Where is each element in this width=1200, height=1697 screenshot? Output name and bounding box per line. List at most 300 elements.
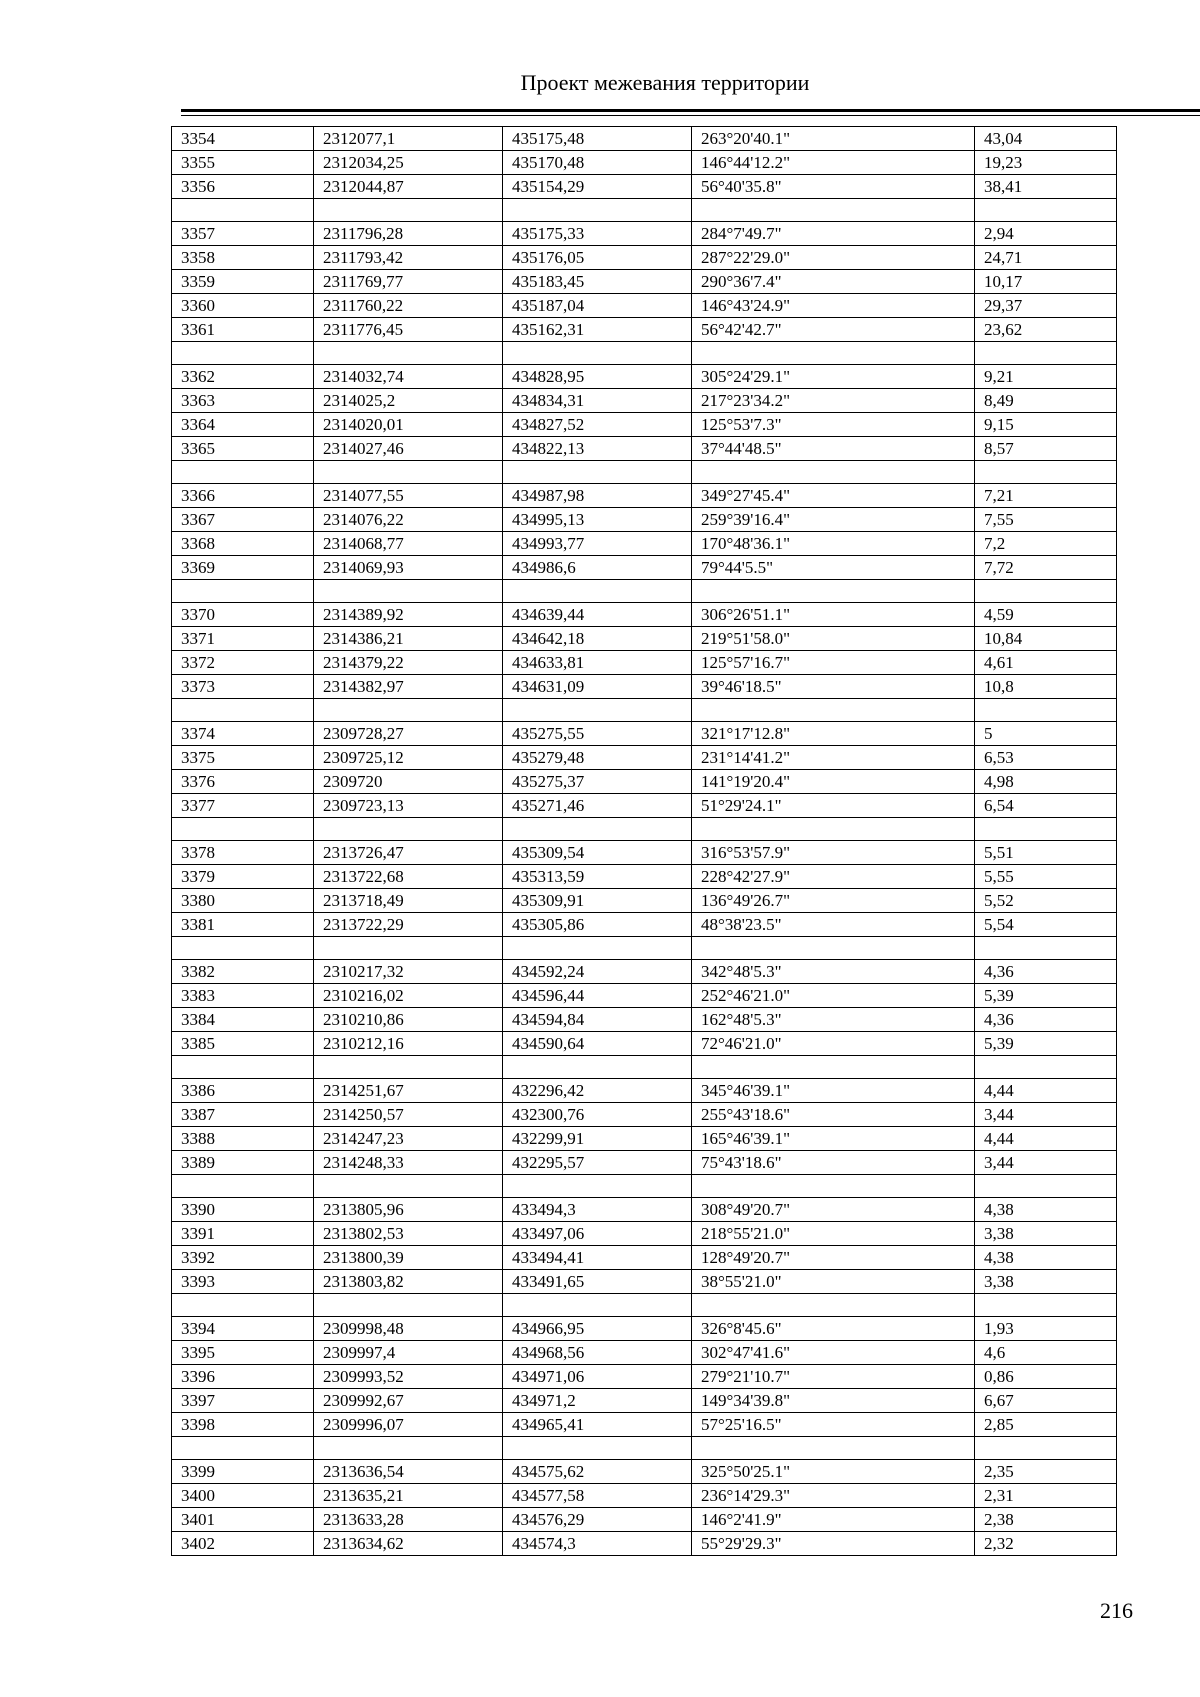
table-row: [172, 1079, 1117, 1103]
distance-cell: 6,54: [975, 794, 1117, 818]
table-row: [172, 222, 1117, 246]
direction-angle-cell: [692, 699, 975, 722]
x-coordinate-cell: [314, 937, 503, 960]
x-coordinate-cell: 2314077,55: [314, 484, 503, 508]
x-coordinate-cell: 2309997,4: [314, 1341, 503, 1365]
point-number-cell: 3399: [172, 1460, 314, 1484]
table-row: [172, 1389, 1117, 1413]
point-number-cell: 3390: [172, 1198, 314, 1222]
point-number-cell: 3392: [172, 1246, 314, 1270]
direction-angle-cell: [692, 1056, 975, 1079]
distance-cell: 7,2: [975, 532, 1117, 556]
direction-angle-cell: 228°42'27.9": [692, 865, 975, 889]
y-coordinate-cell: 434993,77: [503, 532, 692, 556]
table-row: [172, 1103, 1117, 1127]
distance-cell: 4,38: [975, 1198, 1117, 1222]
y-coordinate-cell: 434633,81: [503, 651, 692, 675]
x-coordinate-cell: 2313805,96: [314, 1198, 503, 1222]
point-number-cell: 3379: [172, 865, 314, 889]
direction-angle-cell: 316°53'57.9": [692, 841, 975, 865]
point-number-cell: 3388: [172, 1127, 314, 1151]
direction-angle-cell: 218°55'21.0": [692, 1222, 975, 1246]
distance-cell: 7,55: [975, 508, 1117, 532]
y-coordinate-cell: 434965,41: [503, 1413, 692, 1437]
y-coordinate-cell: [503, 1056, 692, 1079]
y-coordinate-cell: [503, 937, 692, 960]
point-number-cell: [172, 1175, 314, 1198]
table-row: [172, 1127, 1117, 1151]
distance-cell: 19,23: [975, 151, 1117, 175]
direction-angle-cell: 306°26'51.1": [692, 603, 975, 627]
header-rule-thick: [181, 109, 1200, 112]
point-number-cell: 3381: [172, 913, 314, 937]
point-number-cell: 3378: [172, 841, 314, 865]
table-row: [172, 960, 1117, 984]
x-coordinate-cell: 2314069,93: [314, 556, 503, 580]
point-number-cell: [172, 1294, 314, 1317]
distance-cell: 23,62: [975, 318, 1117, 342]
x-coordinate-cell: 2312077,1: [314, 127, 503, 151]
direction-angle-cell: 146°43'24.9": [692, 294, 975, 318]
y-coordinate-cell: 434828,95: [503, 365, 692, 389]
point-number-cell: 3380: [172, 889, 314, 913]
x-coordinate-cell: 2313726,47: [314, 841, 503, 865]
x-coordinate-cell: 2312034,25: [314, 151, 503, 175]
distance-cell: [975, 580, 1117, 603]
x-coordinate-cell: 2309996,07: [314, 1413, 503, 1437]
table-row: [172, 1460, 1117, 1484]
distance-cell: 2,35: [975, 1460, 1117, 1484]
separator-row: [172, 1294, 1117, 1317]
y-coordinate-cell: 434827,52: [503, 413, 692, 437]
direction-angle-cell: 305°24'29.1": [692, 365, 975, 389]
table-row: [172, 770, 1117, 794]
table-row: [172, 1270, 1117, 1294]
y-coordinate-cell: 434822,13: [503, 437, 692, 461]
point-number-cell: 3395: [172, 1341, 314, 1365]
y-coordinate-cell: 435183,45: [503, 270, 692, 294]
y-coordinate-cell: 434577,58: [503, 1484, 692, 1508]
direction-angle-cell: 55°29'29.3": [692, 1532, 975, 1556]
point-number-cell: 3355: [172, 151, 314, 175]
x-coordinate-cell: 2312044,87: [314, 175, 503, 199]
y-coordinate-cell: 432296,42: [503, 1079, 692, 1103]
distance-cell: 9,15: [975, 413, 1117, 437]
point-number-cell: 3361: [172, 318, 314, 342]
point-number-cell: 3386: [172, 1079, 314, 1103]
distance-cell: 4,44: [975, 1079, 1117, 1103]
direction-angle-cell: 56°42'42.7": [692, 318, 975, 342]
point-number-cell: [172, 818, 314, 841]
x-coordinate-cell: 2309723,13: [314, 794, 503, 818]
x-coordinate-cell: [314, 699, 503, 722]
table-row: [172, 746, 1117, 770]
distance-cell: [975, 699, 1117, 722]
table-row: [172, 1032, 1117, 1056]
y-coordinate-cell: 435309,54: [503, 841, 692, 865]
y-coordinate-cell: 435271,46: [503, 794, 692, 818]
y-coordinate-cell: 432295,57: [503, 1151, 692, 1175]
point-number-cell: 3359: [172, 270, 314, 294]
y-coordinate-cell: 434966,95: [503, 1317, 692, 1341]
x-coordinate-cell: 2309720: [314, 770, 503, 794]
point-number-cell: 3398: [172, 1413, 314, 1437]
direction-angle-cell: 125°53'7.3": [692, 413, 975, 437]
direction-angle-cell: [692, 580, 975, 603]
table-row: [172, 1508, 1117, 1532]
point-number-cell: 3382: [172, 960, 314, 984]
y-coordinate-cell: 435175,33: [503, 222, 692, 246]
y-coordinate-cell: 435275,55: [503, 722, 692, 746]
point-number-cell: 3394: [172, 1317, 314, 1341]
table-row: [172, 865, 1117, 889]
table-row: [172, 127, 1117, 151]
y-coordinate-cell: [503, 461, 692, 484]
separator-row: [172, 580, 1117, 603]
point-number-cell: 3365: [172, 437, 314, 461]
distance-cell: [975, 937, 1117, 960]
x-coordinate-cell: 2310210,86: [314, 1008, 503, 1032]
y-coordinate-cell: [503, 1175, 692, 1198]
point-number-cell: 3362: [172, 365, 314, 389]
table-row: [172, 556, 1117, 580]
point-number-cell: 3367: [172, 508, 314, 532]
distance-cell: 1,93: [975, 1317, 1117, 1341]
table-row: [172, 889, 1117, 913]
x-coordinate-cell: [314, 1294, 503, 1317]
separator-row: [172, 1056, 1117, 1079]
direction-angle-cell: 302°47'41.6": [692, 1341, 975, 1365]
y-coordinate-cell: 434590,64: [503, 1032, 692, 1056]
distance-cell: 4,98: [975, 770, 1117, 794]
table-row: [172, 603, 1117, 627]
x-coordinate-cell: 2313635,21: [314, 1484, 503, 1508]
x-coordinate-cell: 2309992,67: [314, 1389, 503, 1413]
table-row: [172, 1151, 1117, 1175]
distance-cell: 3,38: [975, 1270, 1117, 1294]
direction-angle-cell: [692, 1294, 975, 1317]
table-row: [172, 246, 1117, 270]
y-coordinate-cell: [503, 699, 692, 722]
distance-cell: 5,39: [975, 984, 1117, 1008]
point-number-cell: 3369: [172, 556, 314, 580]
direction-angle-cell: 141°19'20.4": [692, 770, 975, 794]
x-coordinate-cell: 2310216,02: [314, 984, 503, 1008]
y-coordinate-cell: 435313,59: [503, 865, 692, 889]
direction-angle-cell: 57°25'16.5": [692, 1413, 975, 1437]
direction-angle-cell: [692, 937, 975, 960]
x-coordinate-cell: 2314386,21: [314, 627, 503, 651]
distance-cell: 2,94: [975, 222, 1117, 246]
table-row: [172, 984, 1117, 1008]
table-row: [172, 1222, 1117, 1246]
table-row: [172, 913, 1117, 937]
y-coordinate-cell: 435176,05: [503, 246, 692, 270]
point-number-cell: 3401: [172, 1508, 314, 1532]
y-coordinate-cell: 432299,91: [503, 1127, 692, 1151]
x-coordinate-cell: 2309993,52: [314, 1365, 503, 1389]
y-coordinate-cell: 433497,06: [503, 1222, 692, 1246]
x-coordinate-cell: 2310212,16: [314, 1032, 503, 1056]
y-coordinate-cell: 434576,29: [503, 1508, 692, 1532]
distance-cell: [975, 342, 1117, 365]
direction-angle-cell: 165°46'39.1": [692, 1127, 975, 1151]
y-coordinate-cell: 434639,44: [503, 603, 692, 627]
y-coordinate-cell: 434575,62: [503, 1460, 692, 1484]
distance-cell: 6,53: [975, 746, 1117, 770]
point-number-cell: [172, 1056, 314, 1079]
distance-cell: 4,36: [975, 960, 1117, 984]
direction-angle-cell: 326°8'45.6": [692, 1317, 975, 1341]
x-coordinate-cell: [314, 1175, 503, 1198]
distance-cell: 0,86: [975, 1365, 1117, 1389]
point-number-cell: 3393: [172, 1270, 314, 1294]
y-coordinate-cell: 434995,13: [503, 508, 692, 532]
distance-cell: 2,38: [975, 1508, 1117, 1532]
direction-angle-cell: 290°36'7.4": [692, 270, 975, 294]
distance-cell: 4,44: [975, 1127, 1117, 1151]
direction-angle-cell: 149°34'39.8": [692, 1389, 975, 1413]
direction-angle-cell: 219°51'58.0": [692, 627, 975, 651]
direction-angle-cell: 263°20'40.1": [692, 127, 975, 151]
separator-row: [172, 199, 1117, 222]
direction-angle-cell: [692, 461, 975, 484]
point-number-cell: [172, 937, 314, 960]
table-row: [172, 294, 1117, 318]
table-row: [172, 413, 1117, 437]
table-row: [172, 389, 1117, 413]
table-row: [172, 1341, 1117, 1365]
point-number-cell: 3354: [172, 127, 314, 151]
distance-cell: 6,67: [975, 1389, 1117, 1413]
x-coordinate-cell: 2314027,46: [314, 437, 503, 461]
x-coordinate-cell: 2313634,62: [314, 1532, 503, 1556]
y-coordinate-cell: 435279,48: [503, 746, 692, 770]
distance-cell: 43,04: [975, 127, 1117, 151]
x-coordinate-cell: 2314020,01: [314, 413, 503, 437]
x-coordinate-cell: 2311776,45: [314, 318, 503, 342]
direction-angle-cell: 308°49'20.7": [692, 1198, 975, 1222]
x-coordinate-cell: [314, 580, 503, 603]
x-coordinate-cell: 2313802,53: [314, 1222, 503, 1246]
distance-cell: [975, 818, 1117, 841]
distance-cell: 4,61: [975, 651, 1117, 675]
point-number-cell: [172, 342, 314, 365]
y-coordinate-cell: 434834,31: [503, 389, 692, 413]
direction-angle-cell: 345°46'39.1": [692, 1079, 975, 1103]
x-coordinate-cell: 2313633,28: [314, 1508, 503, 1532]
table-row: [172, 1198, 1117, 1222]
separator-row: [172, 699, 1117, 722]
table-row: [172, 270, 1117, 294]
point-number-cell: 3358: [172, 246, 314, 270]
point-number-cell: 3357: [172, 222, 314, 246]
distance-cell: 5,55: [975, 865, 1117, 889]
point-number-cell: 3371: [172, 627, 314, 651]
distance-cell: 2,32: [975, 1532, 1117, 1556]
coordinates-table-body: [172, 127, 1117, 1556]
distance-cell: 29,37: [975, 294, 1117, 318]
distance-cell: [975, 461, 1117, 484]
direction-angle-cell: 217°23'34.2": [692, 389, 975, 413]
y-coordinate-cell: 435175,48: [503, 127, 692, 151]
x-coordinate-cell: 2311769,77: [314, 270, 503, 294]
direction-angle-cell: 325°50'25.1": [692, 1460, 975, 1484]
x-coordinate-cell: 2313803,82: [314, 1270, 503, 1294]
direction-angle-cell: 56°40'35.8": [692, 175, 975, 199]
direction-angle-cell: 342°48'5.3": [692, 960, 975, 984]
direction-angle-cell: 170°48'36.1": [692, 532, 975, 556]
x-coordinate-cell: 2313722,29: [314, 913, 503, 937]
distance-cell: 8,49: [975, 389, 1117, 413]
table-row: [172, 1484, 1117, 1508]
direction-angle-cell: 38°55'21.0": [692, 1270, 975, 1294]
point-number-cell: 3385: [172, 1032, 314, 1056]
direction-angle-cell: 146°44'12.2": [692, 151, 975, 175]
x-coordinate-cell: 2314251,67: [314, 1079, 503, 1103]
table-row: [172, 1008, 1117, 1032]
direction-angle-cell: 125°57'16.7": [692, 651, 975, 675]
x-coordinate-cell: [314, 461, 503, 484]
separator-row: [172, 1175, 1117, 1198]
page-header-title: Проект межевания территории: [520, 70, 810, 95]
table-row: [172, 722, 1117, 746]
point-number-cell: 3376: [172, 770, 314, 794]
distance-cell: 10,84: [975, 627, 1117, 651]
table-row: [172, 437, 1117, 461]
direction-angle-cell: 252°46'21.0": [692, 984, 975, 1008]
x-coordinate-cell: [314, 818, 503, 841]
distance-cell: 4,38: [975, 1246, 1117, 1270]
direction-angle-cell: 231°14'41.2": [692, 746, 975, 770]
y-coordinate-cell: 432300,76: [503, 1103, 692, 1127]
direction-angle-cell: 146°2'41.9": [692, 1508, 975, 1532]
distance-cell: [975, 199, 1117, 222]
point-number-cell: 3364: [172, 413, 314, 437]
y-coordinate-cell: [503, 342, 692, 365]
point-number-cell: 3360: [172, 294, 314, 318]
x-coordinate-cell: 2313718,49: [314, 889, 503, 913]
direction-angle-cell: 37°44'48.5": [692, 437, 975, 461]
direction-angle-cell: [692, 1437, 975, 1460]
x-coordinate-cell: [314, 199, 503, 222]
table-row: [172, 484, 1117, 508]
direction-angle-cell: 284°7'49.7": [692, 222, 975, 246]
y-coordinate-cell: [503, 818, 692, 841]
point-number-cell: 3397: [172, 1389, 314, 1413]
y-coordinate-cell: 434631,09: [503, 675, 692, 699]
table-row: [172, 175, 1117, 199]
coordinates-table: [171, 126, 1117, 1556]
distance-cell: 5,54: [975, 913, 1117, 937]
point-number-cell: 3384: [172, 1008, 314, 1032]
table-row: [172, 1413, 1117, 1437]
distance-cell: 2,85: [975, 1413, 1117, 1437]
y-coordinate-cell: 434594,84: [503, 1008, 692, 1032]
distance-cell: 5: [975, 722, 1117, 746]
x-coordinate-cell: 2311793,42: [314, 246, 503, 270]
direction-angle-cell: [692, 342, 975, 365]
table-row: [172, 794, 1117, 818]
direction-angle-cell: 162°48'5.3": [692, 1008, 975, 1032]
separator-row: [172, 461, 1117, 484]
direction-angle-cell: 51°29'24.1": [692, 794, 975, 818]
table-row: [172, 1532, 1117, 1556]
point-number-cell: 3389: [172, 1151, 314, 1175]
distance-cell: 24,71: [975, 246, 1117, 270]
x-coordinate-cell: 2311760,22: [314, 294, 503, 318]
y-coordinate-cell: 433491,65: [503, 1270, 692, 1294]
table-row: [172, 627, 1117, 651]
y-coordinate-cell: 435305,86: [503, 913, 692, 937]
y-coordinate-cell: 435309,91: [503, 889, 692, 913]
direction-angle-cell: 72°46'21.0": [692, 1032, 975, 1056]
distance-cell: 8,57: [975, 437, 1117, 461]
direction-angle-cell: 259°39'16.4": [692, 508, 975, 532]
separator-row: [172, 937, 1117, 960]
point-number-cell: 3377: [172, 794, 314, 818]
table-row: [172, 651, 1117, 675]
distance-cell: 3,38: [975, 1222, 1117, 1246]
y-coordinate-cell: 435162,31: [503, 318, 692, 342]
point-number-cell: 3402: [172, 1532, 314, 1556]
header-rule-thin: [181, 115, 1200, 116]
y-coordinate-cell: 435154,29: [503, 175, 692, 199]
distance-cell: 7,72: [975, 556, 1117, 580]
direction-angle-cell: 236°14'29.3": [692, 1484, 975, 1508]
y-coordinate-cell: 434574,3: [503, 1532, 692, 1556]
distance-cell: 9,21: [975, 365, 1117, 389]
x-coordinate-cell: 2311796,28: [314, 222, 503, 246]
point-number-cell: 3373: [172, 675, 314, 699]
direction-angle-cell: 128°49'20.7": [692, 1246, 975, 1270]
y-coordinate-cell: 433494,41: [503, 1246, 692, 1270]
point-number-cell: 3366: [172, 484, 314, 508]
x-coordinate-cell: [314, 1437, 503, 1460]
table-row: [172, 1246, 1117, 1270]
table-row: [172, 318, 1117, 342]
y-coordinate-cell: 435187,04: [503, 294, 692, 318]
distance-cell: [975, 1294, 1117, 1317]
y-coordinate-cell: [503, 199, 692, 222]
y-coordinate-cell: [503, 1294, 692, 1317]
x-coordinate-cell: 2309728,27: [314, 722, 503, 746]
direction-angle-cell: 349°27'45.4": [692, 484, 975, 508]
distance-cell: 10,8: [975, 675, 1117, 699]
point-number-cell: 3396: [172, 1365, 314, 1389]
point-number-cell: [172, 580, 314, 603]
distance-cell: [975, 1437, 1117, 1460]
distance-cell: 38,41: [975, 175, 1117, 199]
direction-angle-cell: 48°38'23.5": [692, 913, 975, 937]
point-number-cell: [172, 461, 314, 484]
x-coordinate-cell: [314, 342, 503, 365]
table-row: [172, 508, 1117, 532]
point-number-cell: 3368: [172, 532, 314, 556]
distance-cell: 10,17: [975, 270, 1117, 294]
table-row: [172, 151, 1117, 175]
y-coordinate-cell: 434592,24: [503, 960, 692, 984]
y-coordinate-cell: 434987,98: [503, 484, 692, 508]
distance-cell: 4,36: [975, 1008, 1117, 1032]
distance-cell: 4,59: [975, 603, 1117, 627]
y-coordinate-cell: 434986,6: [503, 556, 692, 580]
x-coordinate-cell: 2314068,77: [314, 532, 503, 556]
x-coordinate-cell: 2314389,92: [314, 603, 503, 627]
x-coordinate-cell: 2314025,2: [314, 389, 503, 413]
y-coordinate-cell: 434596,44: [503, 984, 692, 1008]
table-row: [172, 841, 1117, 865]
